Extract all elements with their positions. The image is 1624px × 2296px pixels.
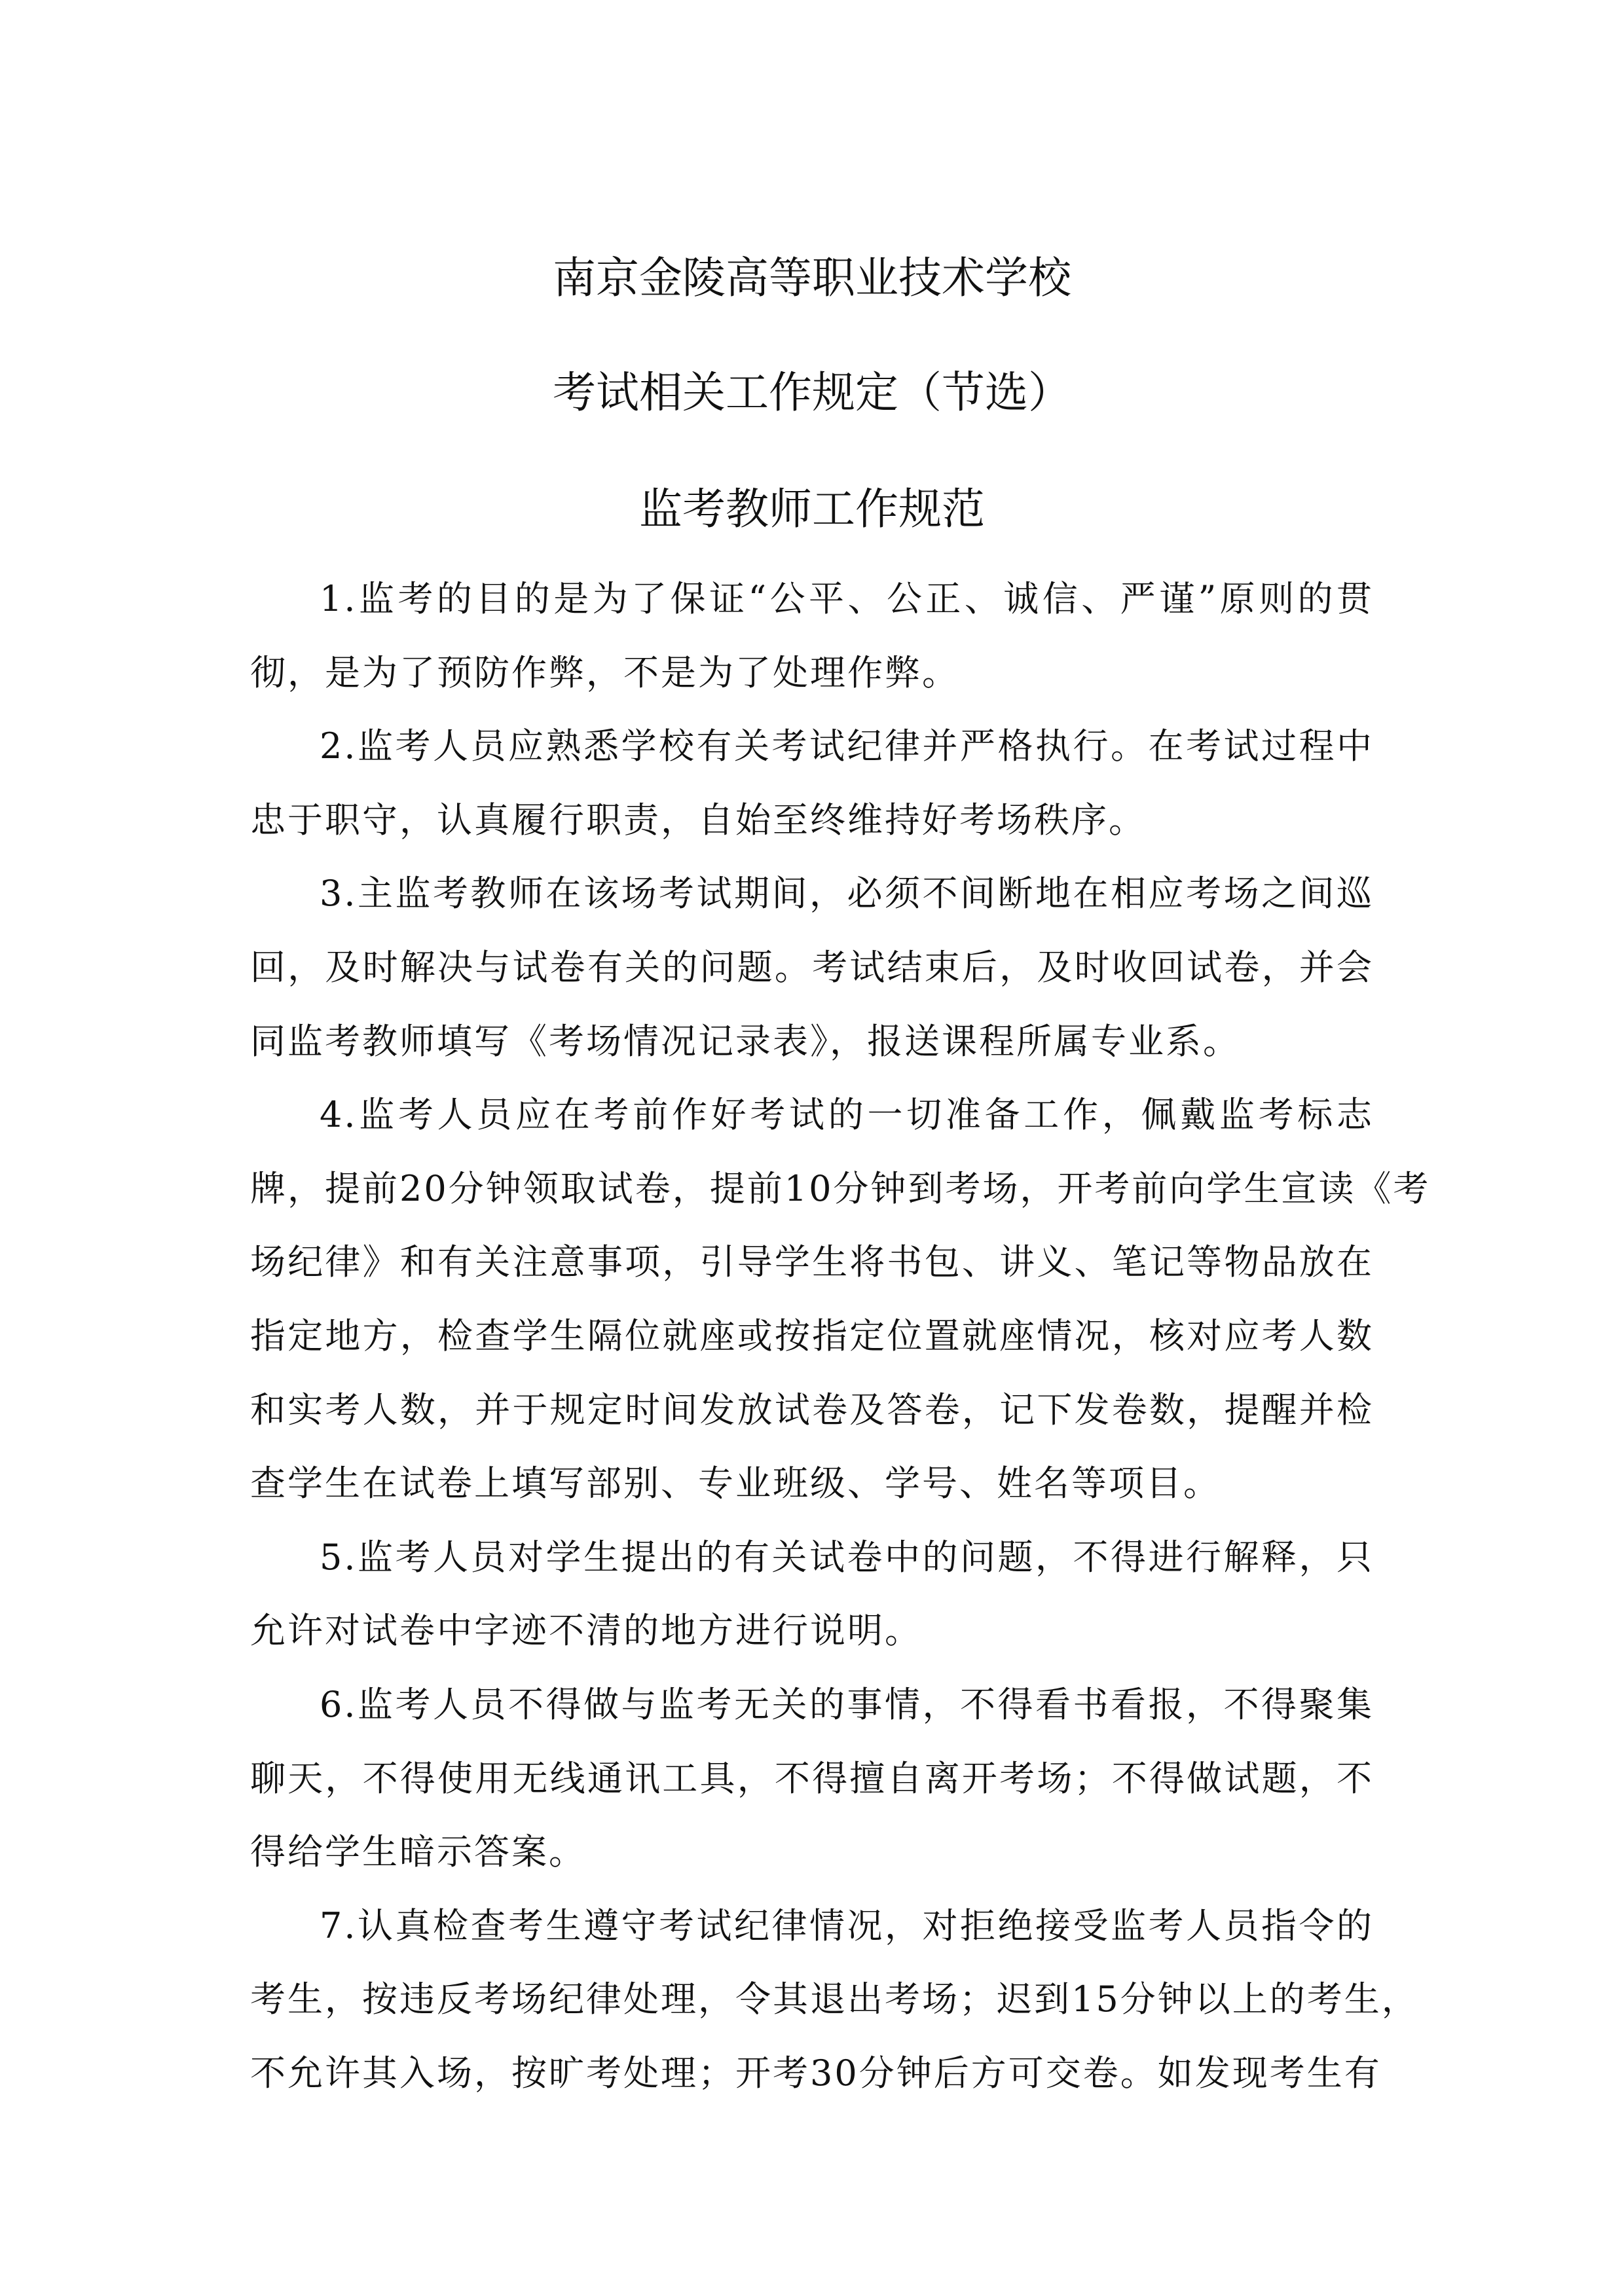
paragraph-line: 回，及时解决与试卷有关的问题。考试结束后，及时收回试卷，并会 <box>250 947 1374 988</box>
paragraph-line: 指定地方，检查学生隔位就座或按指定位置就座情况，核对应考人数 <box>250 1315 1374 1357</box>
paragraph-line: 彻，是为了预防作弊，不是为了处理作弊。 <box>250 652 959 693</box>
paragraph-line: 忠于职守，认真履行职责，自始至终维持好考场秩序。 <box>250 799 1146 841</box>
paragraph-line: 6.监考人员不得做与监考无关的事情，不得看书看报，不得聚集 <box>320 1684 1374 1725</box>
paragraph-line: 场纪律》和有关注意事项，引导学生将书包、讲义、笔记等物品放在 <box>250 1241 1374 1283</box>
paragraph-line: 考生，按违反考场纪律处理，令其退出考场；迟到15分钟以上的考生， <box>250 1978 1419 2020</box>
paragraph-line: 5.监考人员对学生提出的有关试卷中的问题，不得进行解释，只 <box>320 1537 1374 1578</box>
paragraph-line: 不允许其入场，按旷考处理；开考30分钟后方可交卷。如发现考生有 <box>250 2052 1382 2094</box>
paragraph-line: 7.认真检查考生遵守考试纪律情况，对拒绝接受监考人员指令的 <box>320 1905 1374 1946</box>
school-name-heading: 南京金陵高等职业技术学校 <box>553 253 1071 303</box>
paragraph-line: 查学生在试卷上填写部别、专业班级、学号、姓名等项目。 <box>250 1463 1221 1504</box>
paragraph-line: 允许对试卷中字迹不清的地方进行说明。 <box>250 1610 922 1651</box>
paragraph-line: 1.监考的目的是为了保证“公平、公正、诚信、严谨”原则的贯 <box>320 578 1374 619</box>
paragraph-line: 2.监考人员应熟悉学校有关考试纪律并严格执行。在考试过程中 <box>320 725 1374 767</box>
paragraph-line: 牌，提前20分钟领取试卷，提前10分钟到考场，开考前向学生宣读《考 <box>250 1168 1431 1209</box>
regulation-title-heading: 考试相关工作规定（节选） <box>553 367 1071 418</box>
paragraph-line: 聊天，不得使用无线通讯工具，不得擅自离开考场；不得做试题，不 <box>250 1758 1374 1799</box>
paragraph-line: 同监考教师填写《考场情况记录表》，报送课程所属专业系。 <box>250 1021 1240 1062</box>
paragraph-line: 和实考人数，并于规定时间发放试卷及答卷，记下发卷数，提醒并检 <box>250 1389 1374 1430</box>
paragraph-line: 4.监考人员应在考前作好考试的一切准备工作，佩戴监考标志 <box>320 1094 1374 1135</box>
section-heading: 监考教师工作规范 <box>639 484 985 534</box>
paragraph-line: 3.主监考教师在该场考试期间，必须不间断地在相应考场之间巡 <box>320 873 1374 914</box>
paragraph-line: 得给学生暗示答案。 <box>250 1831 586 1872</box>
